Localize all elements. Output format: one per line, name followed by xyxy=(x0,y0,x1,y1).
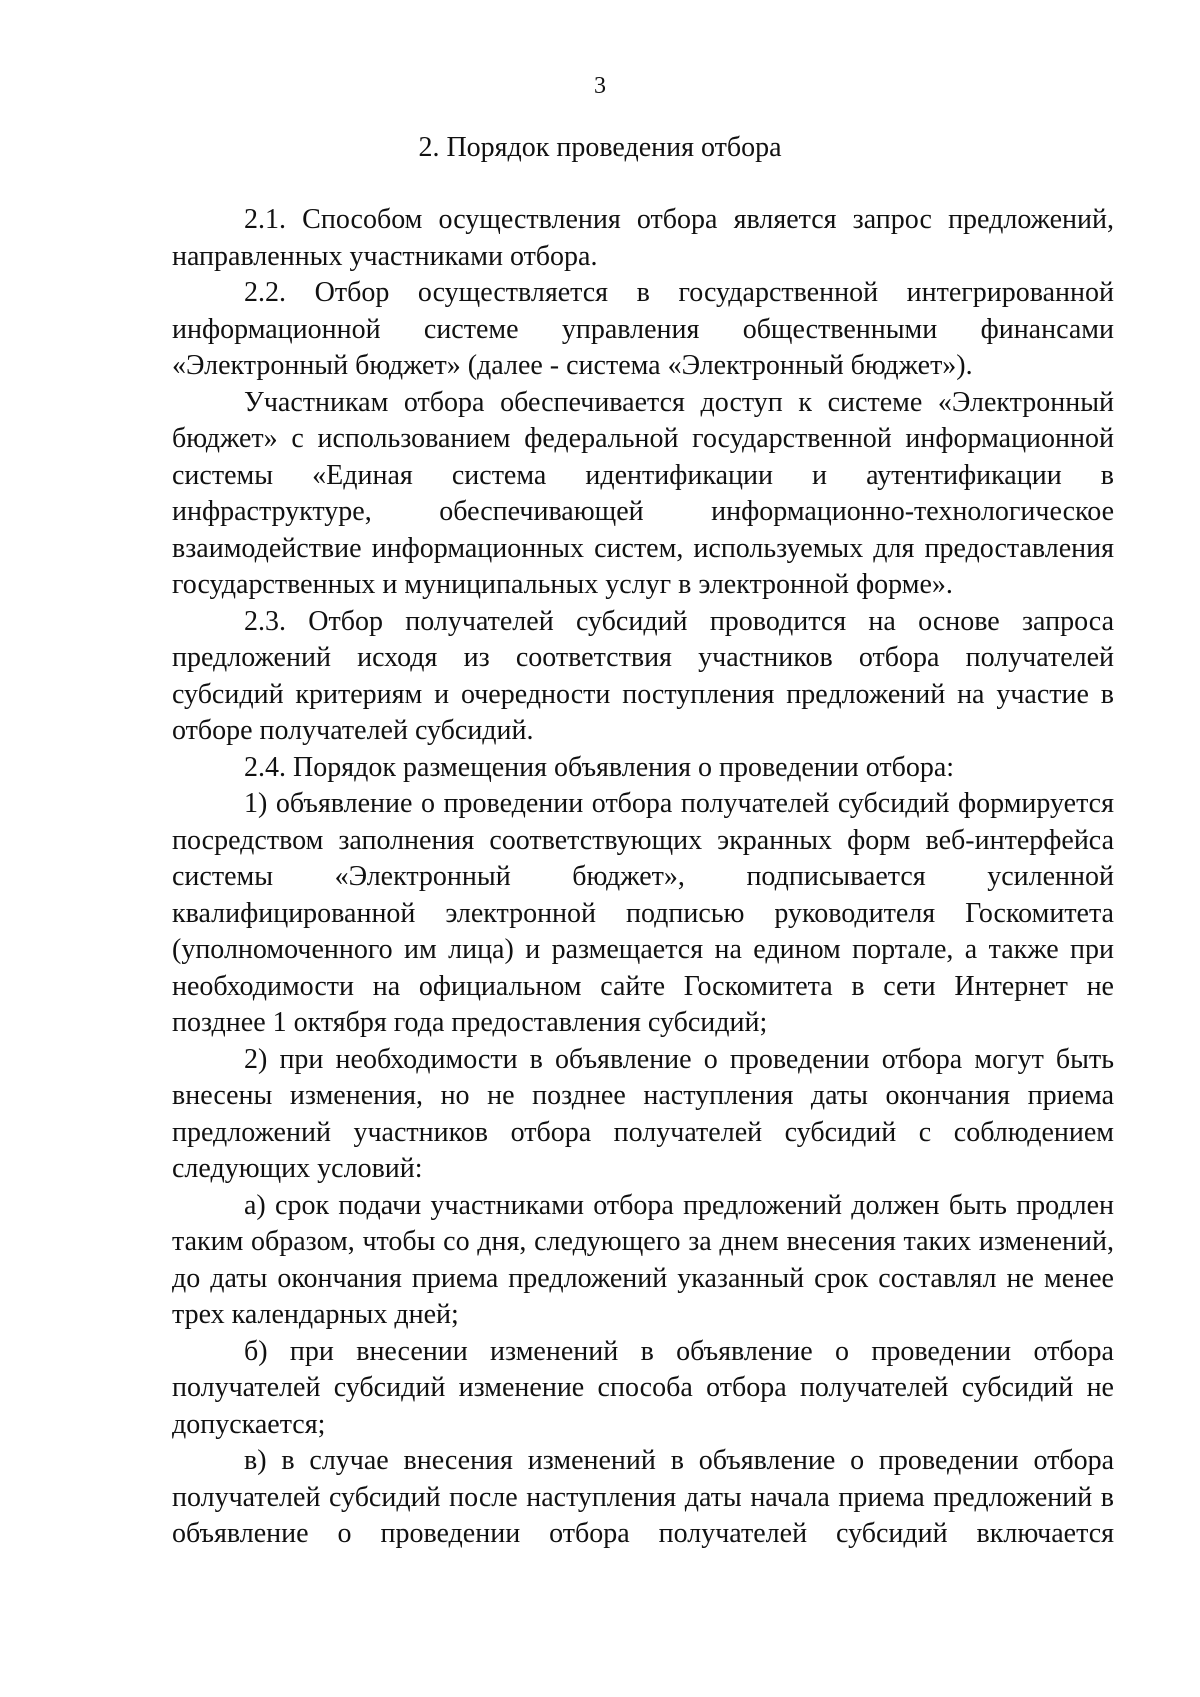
paragraph-2-1: 2.1. Способом осуществления отбора является запрос предложений, направленных участниками отбора. xyxy=(172,204,1114,272)
paragraph-2-4: 2.4. Порядок размещения объявления о проведении отбора: xyxy=(244,751,955,783)
page-number: 3 xyxy=(594,73,606,99)
paragraph-2-3: 2.3. Отбор получателей субсидий проводится на основе запроса предложений исходя из соответствия участников отбора получателей субсидий критериям и очередности поступления предложений на участие в отборе получателей субсидий. xyxy=(172,605,1114,746)
paragraph-2-2: 2.2. Отбор осуществляется в государственной интегрированной информационной системе управления общественными финансами «Электронный бюджет» (далее - система «Электронный бюджет»). xyxy=(172,277,1114,381)
paragraph-access: Участникам отбора обеспечивается доступ к системе «Электронный бюджет» с использованием федеральной государственной информационной системы «Единая система идентификации и аутентификации в инфраструктуре, обеспечивающей информационно-технологическое взаимодействие информационных систем, используемых для предоставления государственных и муниципальных услуг в электронной форме». xyxy=(172,386,1114,600)
paragraph-item-1: 1) объявление о проведении отбора получателей субсидий формируется посредством заполнения соответствующих экранных форм веб-интерфейса системы «Электронный бюджет», подписывается усиленной квалифицированной электронной подписью руководителя Госкомитета (уполномоченного им лица) и размещается на едином портале, а также при необходимости на официальном сайте Госкомитета в сети Интернет не позднее 1 октября года предоставления субсидий; xyxy=(172,788,1114,1038)
document-body xyxy=(172,202,1114,1553)
paragraph-subitem-a: а) срок подачи участниками отбора предложений должен быть продлен таким образом, чтобы со дня, следующего за днем внесения таких изменений, до даты окончания приема предложений указанный срок составлял не менее трех календарных дней; xyxy=(172,1189,1114,1330)
section-title: 2. Порядок проведения отбора xyxy=(418,132,782,163)
paragraph-subitem-b: б) при внесении изменений в объявление о проведении отбора получателей субсидий изменение способа отбора получателей субсидий не допускается; xyxy=(172,1335,1114,1440)
paragraph-subitem-v: в) в случае внесения изменений в объявление о проведении отбора получателей субсидий после наступления даты начала приема предложений в объявление о проведении отбора получателей субсидий включается xyxy=(172,1445,1114,1549)
paragraph-item-2: 2) при необходимости в объявление о проведении отбора могут быть внесены изменения, но не позднее наступления даты окончания приема предложений участников отбора получателей субсидий с соблюдением следующих условий: xyxy=(172,1043,1114,1184)
